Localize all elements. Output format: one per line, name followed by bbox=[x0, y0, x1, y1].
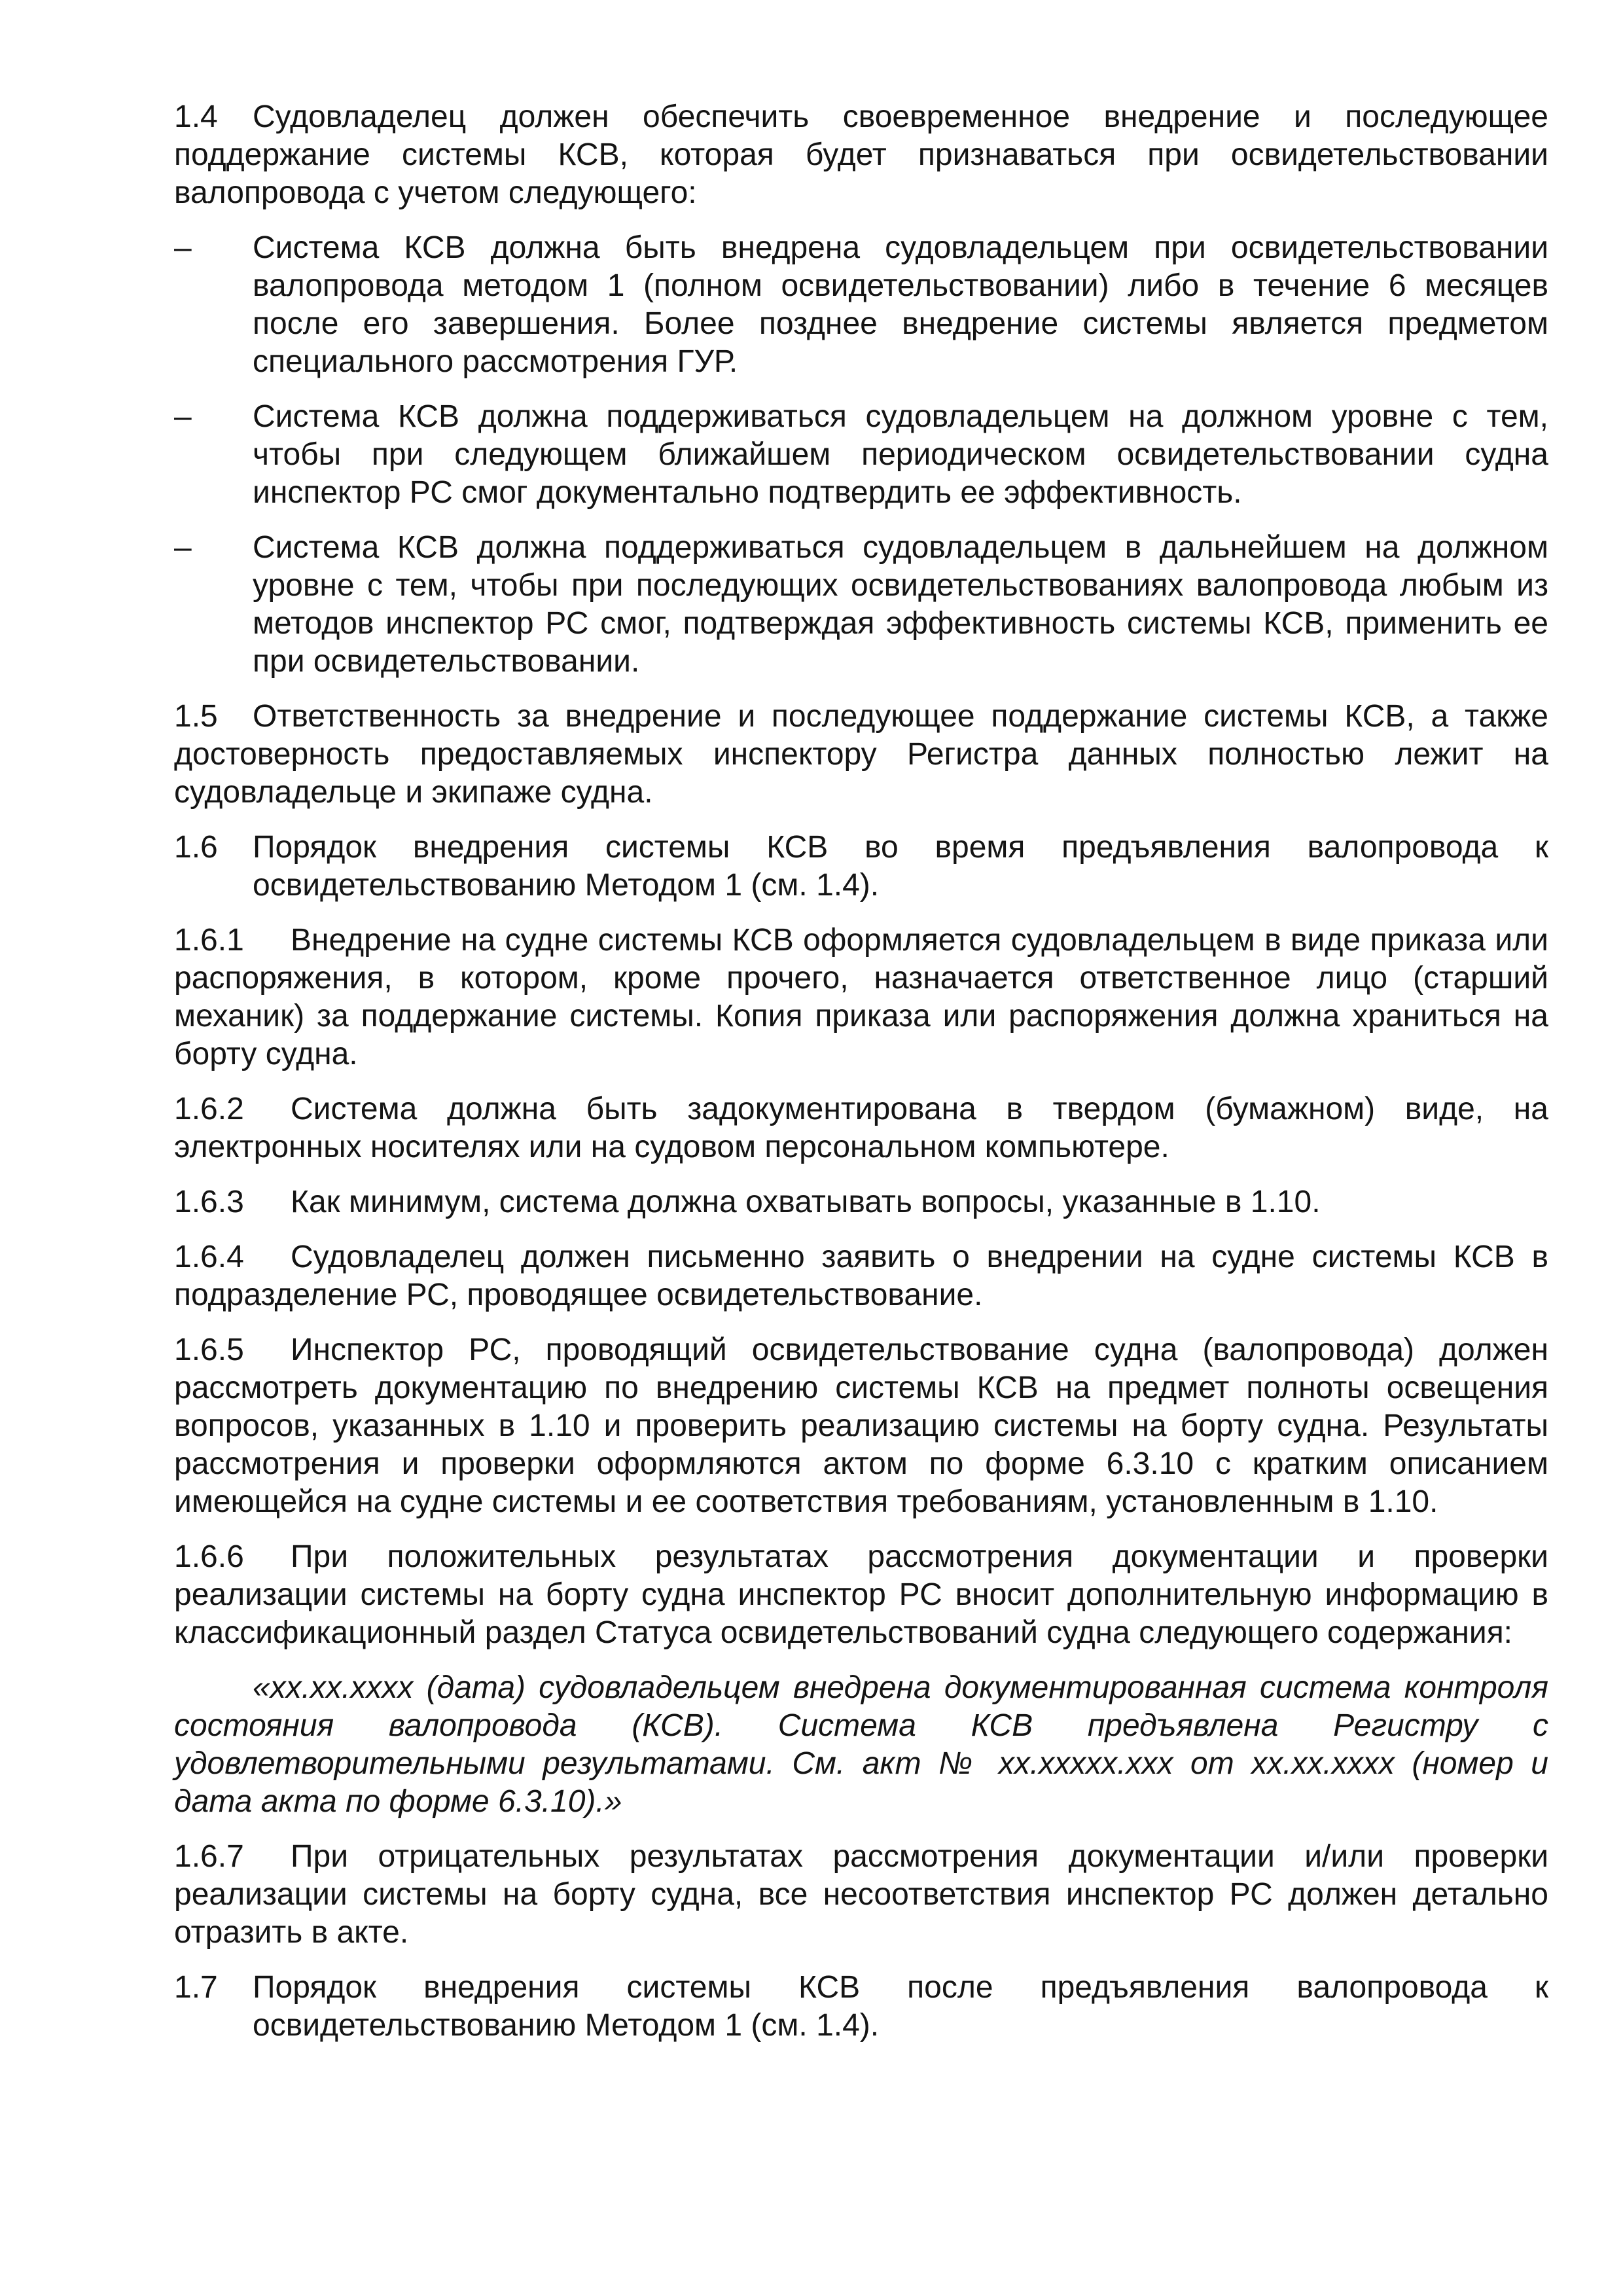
paragraph-text: Порядок внедрения системы КСВ во время предъявления валопровода к освидетельствованию Методом 1 (см. 1.4). bbox=[253, 830, 1548, 903]
paragraph-1-6-4 bbox=[174, 1238, 1548, 1314]
paragraph-text: Как минимум, система должна охватывать вопросы, указанные в 1.10. bbox=[291, 1185, 1321, 1219]
paragraph-text: Ответственность за внедрение и последующее поддержание системы КСВ, а также достоверность предоставляемых инспектору Регистра данных полностью лежит на судовладельце и экипаже судна. bbox=[174, 699, 1548, 810]
paragraph-number: 1.6.1 bbox=[174, 923, 244, 958]
paragraph-number: 1.6.4 bbox=[174, 1240, 244, 1274]
paragraph-number: 1.6.3 bbox=[174, 1185, 244, 1219]
dash-marker: – bbox=[174, 230, 192, 265]
paragraph-1-4 bbox=[174, 98, 1548, 212]
paragraph-1-6 bbox=[174, 829, 1548, 905]
paragraph-text: Система должна быть задокументирована в твердом (бумажном) виде, на электронных носителях или на судовом персональном компьютере. bbox=[174, 1092, 1548, 1164]
list-item-text: Система КСВ должна поддерживаться судовладельцем на должном уровне с тем, чтобы при следующем ближайшем периодическом освидетельствовании судна инспектор РС смог документально подтвердить ее эффективность. bbox=[253, 399, 1548, 510]
paragraph-number: 1.6.2 bbox=[174, 1092, 244, 1126]
paragraph-number: 1.4 bbox=[174, 99, 218, 134]
paragraph-number: 1.5 bbox=[174, 699, 218, 734]
paragraph-1-5 bbox=[174, 698, 1548, 812]
paragraph-1-6-5 bbox=[174, 1331, 1548, 1521]
paragraph-1-6-1 bbox=[174, 922, 1548, 1073]
paragraph-number: 1.6.5 bbox=[174, 1333, 244, 1367]
paragraph-text: Порядок внедрения системы КСВ после предъявления валопровода к освидетельствованию Методом 1 (см. 1.4). bbox=[253, 1970, 1548, 2043]
paragraph-1-6-3 bbox=[174, 1183, 1548, 1221]
paragraph-1-6-7 bbox=[174, 1838, 1548, 1952]
paragraph-1-7 bbox=[174, 1969, 1548, 2045]
list-item-text: Система КСВ должна быть внедрена судовладельцем при освидетельствовании валопровода методом 1 (полном освидетельствовании) либо в течение 6 месяцев после его завершения. Более позднее внедрение системы является предметом специального рассмотрения ГУР. bbox=[253, 230, 1548, 379]
dash-marker: – bbox=[174, 399, 192, 434]
paragraph-number: 1.7 bbox=[174, 1970, 218, 2005]
quoted-entry-text: «хх.хх.хххх (дата) судовладельцем внедрена документированная система контроля состояния валопровода (КСВ). Система КСВ предъявлена Регистру с удовлетворительными результатами. См. акт № хх.ххххх.ххх от хх.хх.хххх (номер и дата акта по форме 6.3.10).» bbox=[174, 1670, 1548, 1819]
paragraph-number: 1.6 bbox=[174, 830, 218, 865]
paragraph-text: При отрицательных результатах рассмотрения документации и/или проверки реализации системы на борту судна, все несоответствия инспектор РС должен детально отразить в акте. bbox=[174, 1839, 1548, 1950]
paragraph-1-6-2 bbox=[174, 1090, 1548, 1166]
paragraph-text: При положительных результатах рассмотрения документации и проверки реализации системы на борту судна инспектор РС вносит дополнительную информацию в классификационный раздел Статуса освидетельствований судна следующего содержания: bbox=[174, 1539, 1548, 1650]
list-item bbox=[174, 529, 1548, 681]
paragraph-text: Инспектор РС, проводящий освидетельствование судна (валопровода) должен рассмотреть документацию по внедрению системы КСВ на предмет полноты освещения вопросов, указанных в 1.10 и проверить реализацию системы на борту судна. Результаты рассмотрения и проверки оформляются актом по форме 6.3.10 с кратким описанием имеющейся на судне системы и ее соответствия требованиям, установленным в 1.10. bbox=[174, 1333, 1548, 1519]
document-page bbox=[174, 98, 1548, 2062]
paragraph-number: 1.6.7 bbox=[174, 1839, 244, 1874]
paragraph-1-6-6 bbox=[174, 1538, 1548, 1652]
list-item bbox=[174, 398, 1548, 512]
paragraph-text: Судовладелец должен письменно заявить о внедрении на судне системы КСВ в подразделение РС, проводящее освидетельствование. bbox=[174, 1240, 1548, 1312]
paragraph-text: Судовладелец должен обеспечить своевременное внедрение и последующее поддержание системы КСВ, которая будет признаваться при освидетельствовании валопровода с учетом следующего: bbox=[174, 99, 1548, 210]
paragraph-number: 1.6.6 bbox=[174, 1539, 244, 1574]
paragraph-text: Внедрение на судне системы КСВ оформляется судовладельцем в виде приказа или распоряжения, в котором, кроме прочего, назначается ответственное лицо (старший механик) за поддержание системы. Копия приказа или распоряжения должна храниться на борту судна. bbox=[174, 923, 1548, 1071]
list-item bbox=[174, 229, 1548, 381]
dash-marker: – bbox=[174, 530, 192, 565]
list-item-text: Система КСВ должна поддерживаться судовладельцем в дальнейшем на должном уровне с тем, чтобы при последующих освидетельствованиях валопровода любым из методов инспектор РС смог, подтверждая эффективность системы КСВ, применить ее при освидетельствовании. bbox=[253, 530, 1548, 679]
